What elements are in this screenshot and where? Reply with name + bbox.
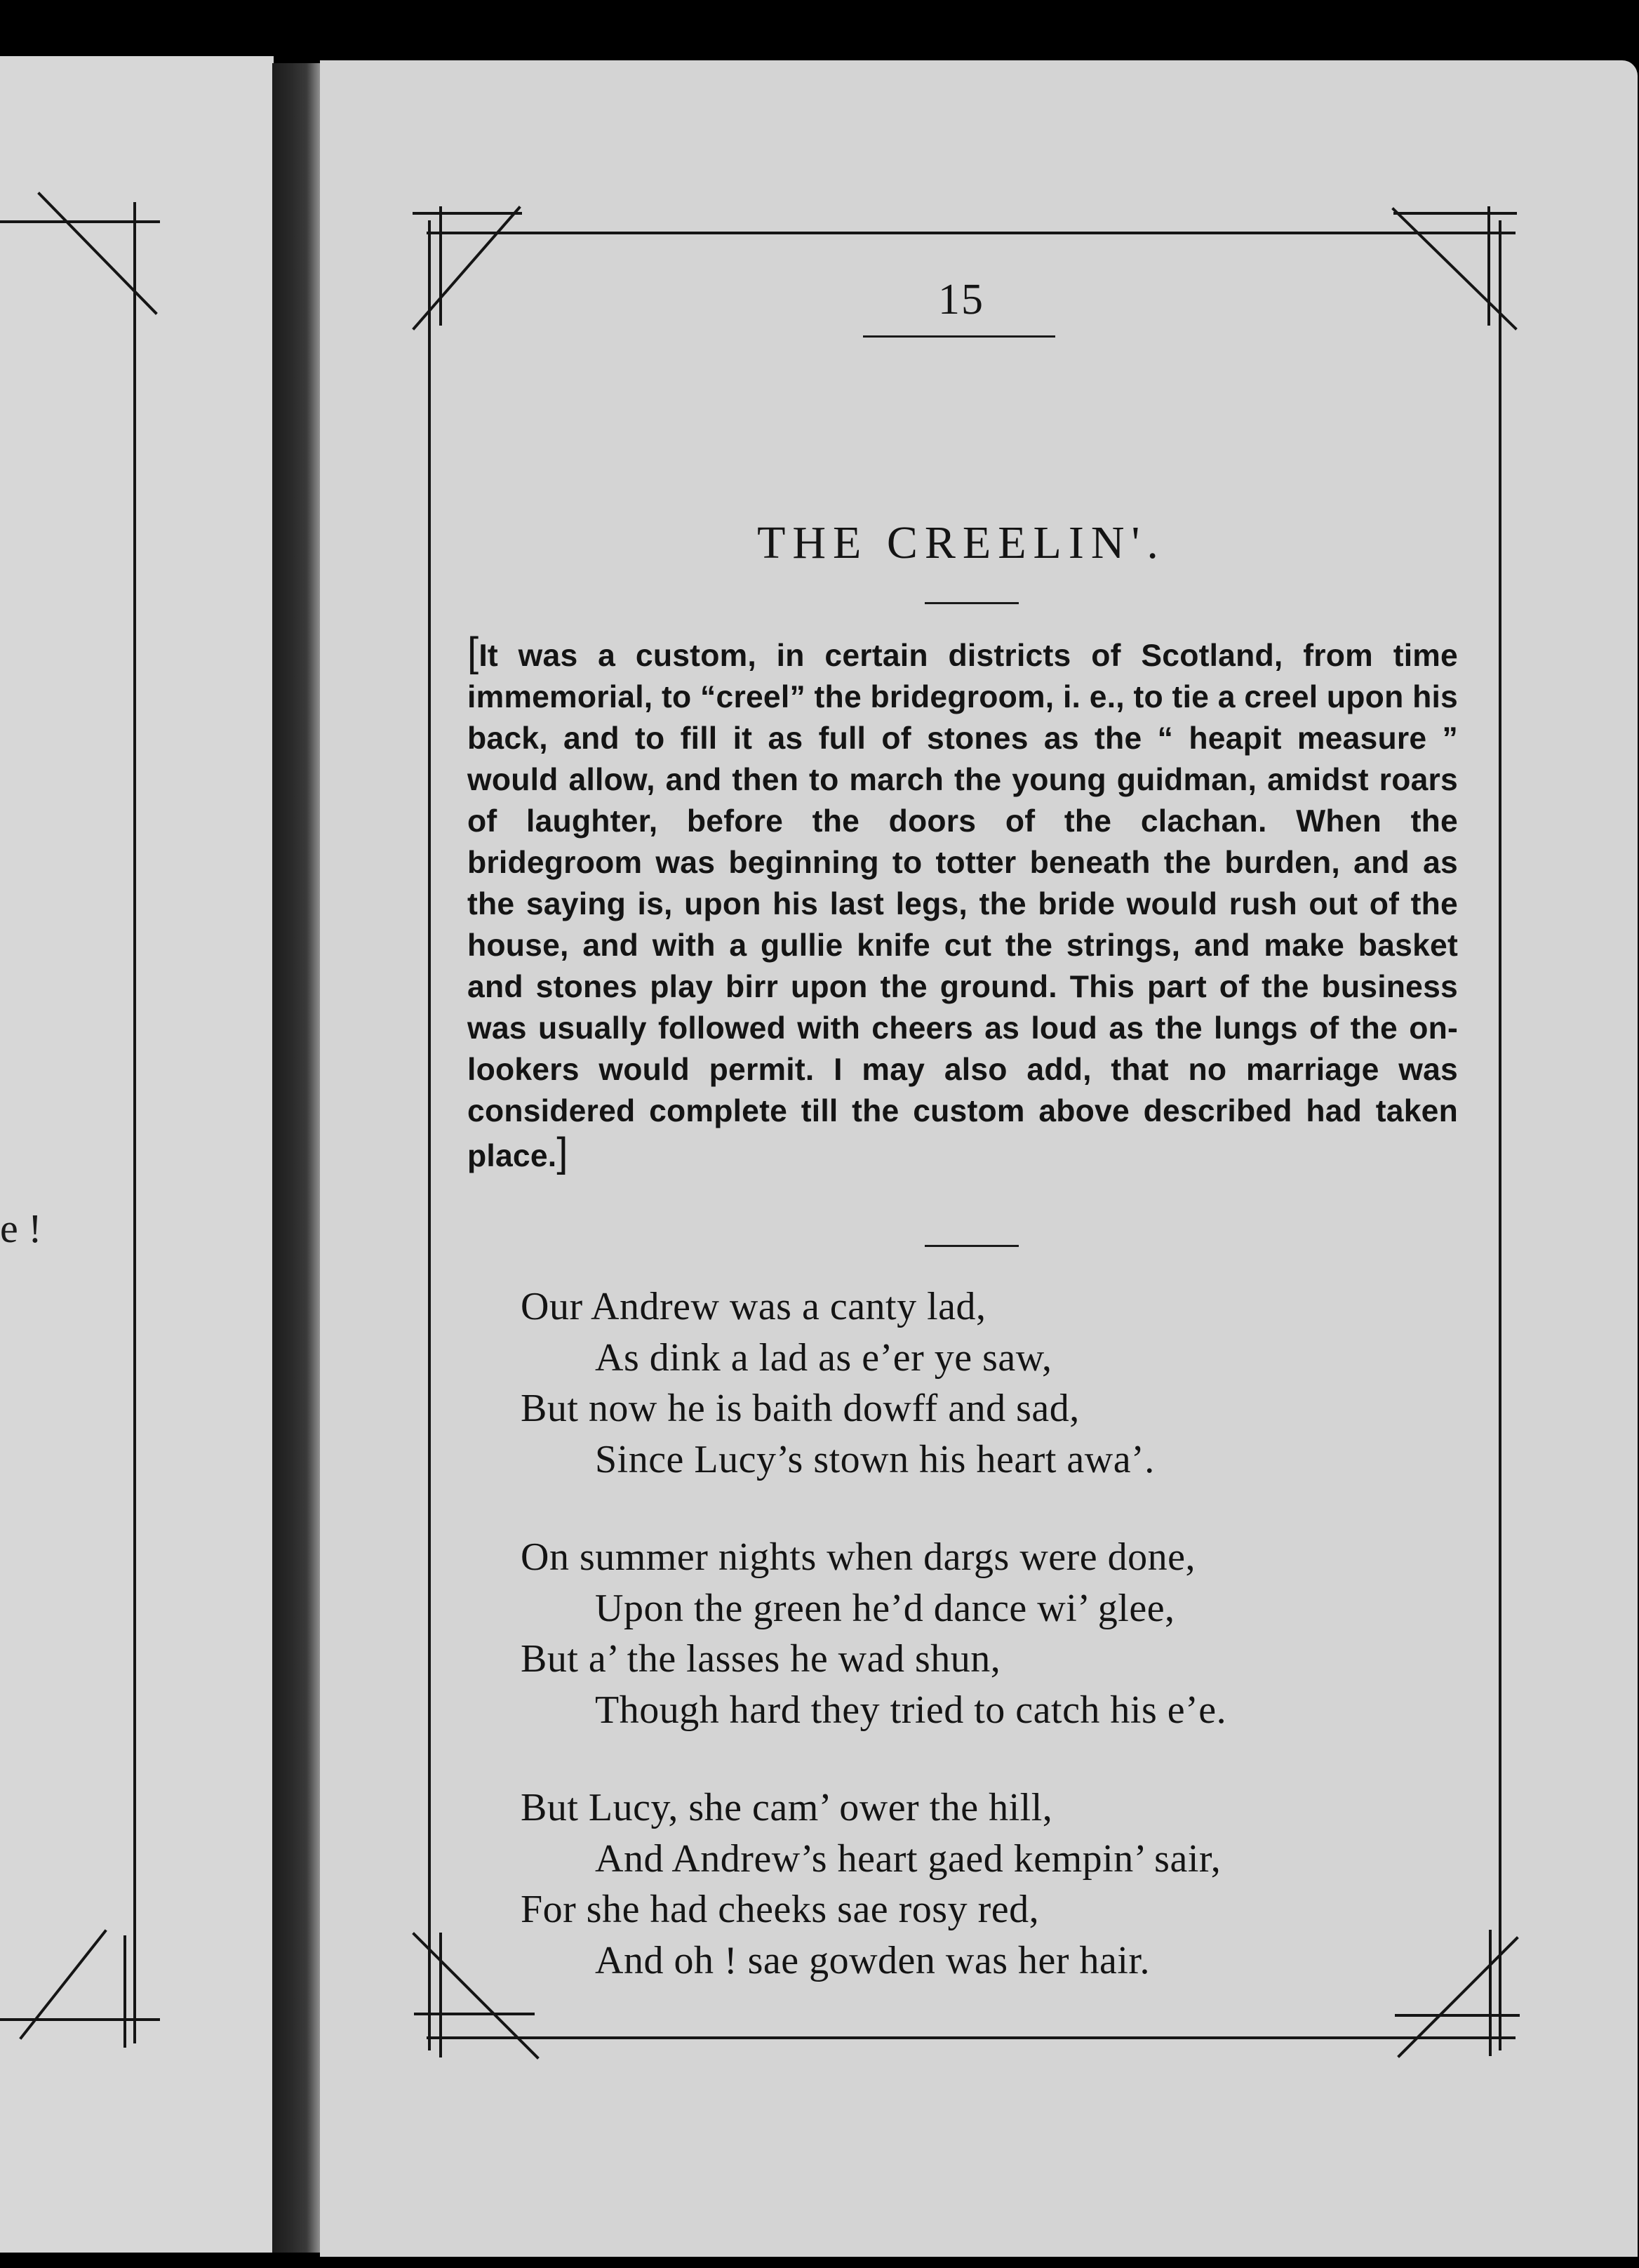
verse-line: For she had cheeks sae rosy red, bbox=[521, 1888, 1040, 1931]
stanza-1 bbox=[521, 1281, 1433, 1485]
previous-page bbox=[0, 56, 274, 2253]
verse-line: And Andrew’s heart gaed kempin’ sair, bbox=[595, 1836, 1222, 1881]
verse-line: As dink a lad as e’er ye saw, bbox=[595, 1335, 1052, 1380]
intro-paragraph bbox=[467, 629, 1458, 1177]
poem-body bbox=[521, 1281, 1433, 2033]
intro-rule bbox=[925, 1245, 1019, 1247]
verse-line: Upon the green he’d dance wi’ glee, bbox=[595, 1586, 1175, 1630]
verse-line: But Lucy, she cam’ ower the hill, bbox=[521, 1786, 1053, 1829]
verse-line: Though hard they tried to catch his e’e. bbox=[595, 1688, 1227, 1732]
verse-line: But a’ the lasses he wad shun, bbox=[521, 1637, 1001, 1681]
stanza-3 bbox=[521, 1782, 1433, 1986]
stanza-2 bbox=[521, 1532, 1433, 1735]
intro-close-bracket: ] bbox=[556, 1130, 568, 1175]
verse-line: And oh ! sae gowden was her hair. bbox=[595, 1938, 1150, 1982]
verse-line: But now he is baith dowff and sad, bbox=[521, 1387, 1080, 1430]
intro-text: It was a custom, in certain districts of Scotland, from time immemorial, to “creel” the bridegroom, i. e., to tie a creel upon his back, and to fill it as full of stones as the “ heapit measure ” would allow, and then to march the young guidman, amidst roars of laughter, before the doors of the clachan. When the bridegroom was beginning to totter beneath the burden, and as the saying is, upon his last legs, the bride would rush out of the house, and with a gullie knife cut the strings, and make basket and stones play birr upon the ground. This part of the business was usually followed with cheers as loud as the lungs of the on-lookers would permit. I may also add, that no marriage was considered complete till the custom above described had taken place. bbox=[467, 639, 1458, 1173]
verse-line: Our Andrew was a canty lad, bbox=[521, 1285, 986, 1328]
title-rule bbox=[925, 602, 1019, 604]
book-gutter bbox=[272, 63, 321, 2253]
page-number: 15 bbox=[938, 276, 984, 323]
intro-open-bracket: [ bbox=[467, 629, 479, 675]
verse-line: On summer nights when dargs were done, bbox=[521, 1535, 1196, 1579]
verse-line: Since Lucy’s stown his heart awa’. bbox=[595, 1437, 1155, 1481]
page-number-rule bbox=[863, 335, 1055, 338]
previous-page-text-fragment: e ! bbox=[0, 1206, 42, 1251]
poem-title: THE CREELIN'. bbox=[757, 517, 1165, 569]
